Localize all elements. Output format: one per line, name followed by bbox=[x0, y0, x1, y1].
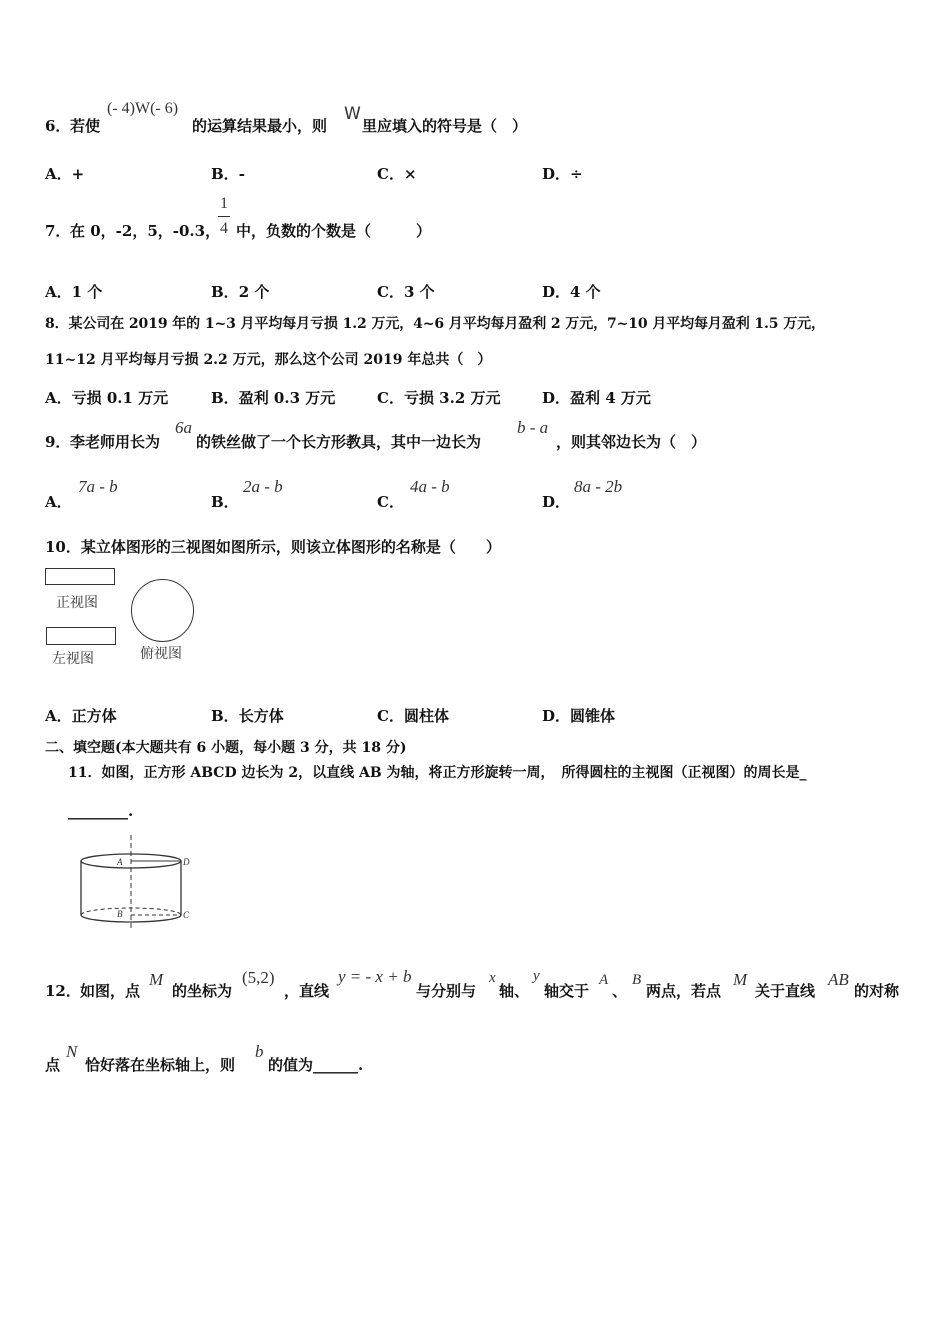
q8-option-c bbox=[377, 387, 501, 408]
q12-text-11: 点 bbox=[45, 1056, 61, 1074]
option-label: D． bbox=[542, 165, 571, 183]
q7-fraction-numerator: 1 bbox=[220, 195, 228, 212]
q7-fraction-denominator: 4 bbox=[220, 220, 228, 237]
q12-text-3: ，直线 bbox=[284, 982, 330, 1000]
q8-line1: 8．某公司在 2019 年的 1~3 月平均每月亏损 1.2 万元，4~6 月平均每月盈利 2 万元，7~10 月平均每月盈利 1.5 万元， bbox=[45, 316, 825, 332]
q12-text-7: 、 bbox=[612, 982, 628, 1000]
option-text: 2 个 bbox=[238, 283, 270, 301]
q9-option-b-text: 2a - b bbox=[243, 477, 283, 496]
q7-number: 7． bbox=[45, 222, 71, 240]
q8-option-d bbox=[542, 387, 651, 408]
q7-option-b bbox=[211, 281, 269, 302]
q9-option-a-label: A． bbox=[45, 493, 72, 511]
q6-option-a bbox=[45, 163, 84, 184]
option-label: B． bbox=[211, 389, 239, 407]
q6-text-post: 里应填入的符号是（ ） bbox=[362, 117, 528, 135]
option-text: 盈利 4 万元 bbox=[570, 389, 651, 407]
q9-text-post: ，则其邻边长为（ ） bbox=[556, 433, 707, 451]
q6-number: 6． bbox=[45, 117, 71, 135]
option-text: - bbox=[238, 165, 245, 183]
q6-option-b bbox=[211, 163, 245, 184]
q9-option-c-text: 4a - b bbox=[410, 477, 450, 496]
q12-text-12: 恰好落在坐标轴上，则 bbox=[85, 1056, 236, 1074]
q7-option-d bbox=[542, 281, 601, 302]
q12-text-1: 如图，点 bbox=[80, 982, 141, 1000]
option-label: C． bbox=[377, 283, 404, 301]
option-text: ÷ bbox=[570, 165, 583, 183]
front-view-caption: 正视图 bbox=[56, 595, 98, 611]
label-d: D bbox=[183, 857, 190, 867]
front-view-rectangle bbox=[45, 568, 115, 585]
q12-text-8: 两点，若点 bbox=[646, 982, 722, 1000]
q10-option-d bbox=[542, 705, 615, 726]
option-label: B． bbox=[211, 707, 239, 725]
q12-text-4: 与分别与 bbox=[416, 982, 477, 1000]
q12-coordinate: (5,2) bbox=[242, 968, 275, 987]
option-label: A． bbox=[45, 389, 72, 407]
cylinder-figure bbox=[72, 835, 202, 930]
option-text: 4 个 bbox=[570, 283, 601, 301]
option-text: 亏损 3.2 万元 bbox=[403, 389, 501, 407]
q10-option-b bbox=[211, 705, 284, 726]
q6-symbol: W bbox=[344, 104, 361, 124]
option-label: C． bbox=[377, 707, 404, 725]
q9-text-mid: 的铁丝做了一个长方形教具，其中一边长为 bbox=[196, 433, 482, 451]
q8-option-a bbox=[45, 387, 168, 408]
q9-expression-b-minus-a: b - a bbox=[517, 418, 549, 437]
option-text: 正方体 bbox=[71, 707, 117, 725]
q12-point-m2: M bbox=[733, 970, 748, 989]
option-text: 圆柱体 bbox=[403, 707, 449, 725]
q8-line2: 11~12 月平均每月亏损 2.2 万元，那么这个公司 2019 年总共（ ） bbox=[45, 352, 492, 368]
option-text: 盈利 0.3 万元 bbox=[238, 389, 336, 407]
q12-b: b bbox=[255, 1042, 264, 1061]
top-view-caption: 俯视图 bbox=[140, 646, 182, 662]
option-label: C． bbox=[377, 389, 404, 407]
q12-point-a: A bbox=[599, 972, 609, 988]
option-label: B． bbox=[211, 165, 239, 183]
q9-option-b-label: B． bbox=[211, 493, 239, 511]
q10-option-a bbox=[45, 705, 117, 726]
option-label: B． bbox=[211, 283, 239, 301]
q12-line-equation: y = - x + b bbox=[338, 967, 412, 986]
q7-option-a bbox=[45, 281, 102, 302]
left-view-rectangle bbox=[46, 627, 116, 645]
q9-text-pre: 李老师用长为 bbox=[70, 433, 161, 451]
section-heading: 二、填空题(本大题共有 6 小题，每小题 3 分，共 18 分) bbox=[45, 740, 407, 756]
q6-expression: (- 4)W(- 6) bbox=[107, 100, 179, 117]
option-text: 长方体 bbox=[238, 707, 284, 725]
q7-text-pre: 在 0，-2，5，-0.3， bbox=[70, 222, 221, 240]
q7-text-post: 中，负数的个数是（ ） bbox=[236, 222, 432, 240]
option-text: 圆锥体 bbox=[570, 707, 616, 725]
q11-blank: ________. bbox=[68, 802, 134, 820]
option-text: 1 个 bbox=[71, 283, 103, 301]
left-view-caption: 左视图 bbox=[52, 651, 94, 667]
q7-fraction-bar bbox=[218, 216, 230, 217]
q9-option-d-text: 8a - 2b bbox=[574, 477, 623, 496]
q6-option-d bbox=[542, 163, 583, 184]
option-label: A． bbox=[45, 283, 72, 301]
option-text: 亏损 0.1 万元 bbox=[71, 389, 169, 407]
q9-option-a-text: 7a - b bbox=[78, 477, 118, 496]
q6-option-c bbox=[377, 163, 417, 184]
option-text: × bbox=[403, 165, 417, 183]
q12-text-10: 的对称 bbox=[854, 982, 900, 1000]
option-text: 3 个 bbox=[403, 283, 435, 301]
q10-option-c bbox=[377, 705, 449, 726]
q9-option-c-label: C． bbox=[377, 493, 404, 511]
q12-point-n: N bbox=[66, 1042, 78, 1061]
q8-option-b bbox=[211, 387, 335, 408]
q12-number: 12． bbox=[45, 982, 81, 1000]
label-c: C bbox=[183, 910, 190, 920]
q11-text: 11．如图，正方形 ABCD 边长为 2，以直线 AB 为轴，将正方形旋转一周， 所得圆柱的主视图（正视图）的周长是_ bbox=[68, 765, 807, 781]
option-label: D． bbox=[542, 389, 571, 407]
q12-x: x bbox=[489, 970, 496, 986]
option-label: A． bbox=[45, 707, 72, 725]
label-a: A bbox=[117, 857, 123, 867]
q6-text-mid: 的运算结果最小，则 bbox=[192, 117, 328, 135]
option-label: D． bbox=[542, 283, 571, 301]
q12-point-m: M bbox=[149, 970, 164, 989]
q7-option-c bbox=[377, 281, 435, 302]
q6-text-pre: 若使 bbox=[70, 117, 101, 135]
q9-number: 9． bbox=[45, 433, 71, 451]
q9-option-d-label: D． bbox=[542, 493, 571, 511]
q12-text-6: 轴交于 bbox=[544, 982, 590, 1000]
q10-text: 10．某立体图形的三视图如图所示，则该立体图形的名称是（ ） bbox=[45, 538, 501, 556]
q9-expression-6a: 6a bbox=[175, 418, 192, 437]
q12-text-9: 关于直线 bbox=[755, 982, 816, 1000]
q12-y: y bbox=[533, 968, 540, 984]
top-view-circle bbox=[131, 579, 194, 642]
label-b: B bbox=[117, 909, 123, 919]
option-label: D． bbox=[542, 707, 571, 725]
q12-text-5: 轴、 bbox=[499, 982, 530, 1000]
q12-line-ab: AB bbox=[828, 970, 849, 989]
q12-point-b: B bbox=[632, 972, 642, 988]
q12-text-2: 的坐标为 bbox=[172, 982, 233, 1000]
q12-text-13: 的值为______. bbox=[268, 1056, 364, 1074]
option-label: A． bbox=[45, 165, 72, 183]
option-label: C． bbox=[377, 165, 404, 183]
option-text: + bbox=[71, 165, 85, 183]
